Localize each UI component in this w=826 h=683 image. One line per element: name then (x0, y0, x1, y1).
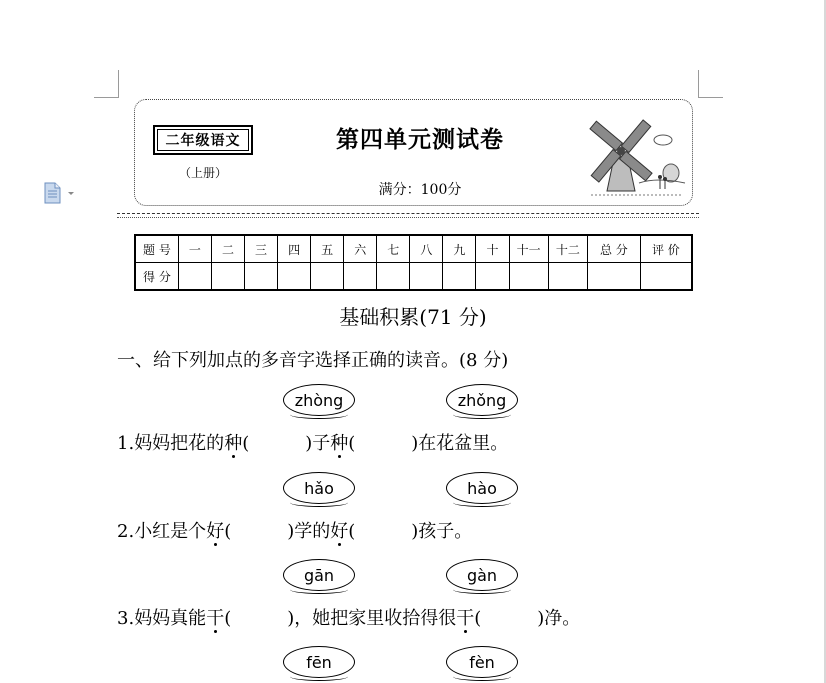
question-1-text: 一、给下列加点的多音字选择正确的读音。 (117, 350, 459, 371)
pinyin-option[interactable]: hǎo (283, 472, 355, 504)
score-cell[interactable] (311, 263, 344, 291)
score-cell[interactable] (344, 263, 377, 291)
exam-title: 第四单元测试卷 (336, 127, 504, 153)
score-table-score-row (135, 263, 692, 291)
pinyin-option[interactable]: gàn (446, 559, 518, 591)
pinyin-option[interactable]: zhǒng (446, 384, 518, 416)
crop-mark-top-left (94, 70, 119, 98)
score-cell[interactable] (476, 263, 509, 291)
sentence-text: )子 (305, 433, 331, 454)
score-cell[interactable] (548, 263, 587, 291)
crop-mark-top-right (698, 70, 723, 98)
score-cell[interactable] (588, 263, 641, 291)
dotted-character: 好 (206, 517, 224, 543)
score-header-cell: 十一 (509, 235, 548, 263)
score-table-header-row (135, 235, 692, 263)
score-header-cell: 三 (245, 235, 278, 263)
score-header-cell: 六 (344, 235, 377, 263)
question-1-score: (8 分) (459, 350, 509, 371)
sentence-text: 妈妈把花的 (134, 433, 225, 454)
volume-label: （上册） (178, 166, 227, 180)
score-cell[interactable] (245, 263, 278, 291)
score-cell[interactable] (443, 263, 476, 291)
sentence-text: )在花盆里。 (411, 433, 509, 454)
grade-badge (153, 125, 253, 155)
score-cell[interactable] (178, 263, 211, 291)
score-header-cell: 十二 (548, 235, 587, 263)
sentence-text: )净。 (537, 608, 581, 629)
grade-label: 二年级语文 (157, 129, 249, 151)
score-table (134, 234, 693, 291)
bracket-open: ( (348, 521, 356, 542)
score-header-cell: 总 分 (588, 235, 641, 263)
pinyin-option[interactable]: zhòng (283, 384, 355, 416)
paste-options-icon[interactable] (42, 181, 76, 205)
score-header-cell: 九 (443, 235, 476, 263)
pinyin-option[interactable]: fèn (446, 646, 518, 678)
dotted-character: 种 (224, 429, 242, 455)
score-header-cell: 四 (278, 235, 311, 263)
question-item-2 (117, 517, 472, 543)
dotted-character: 好 (330, 517, 348, 543)
question-1-title (117, 346, 508, 372)
score-header-cell: 题 号 (135, 235, 178, 263)
score-header-cell: 二 (211, 235, 244, 263)
question-item-1 (117, 429, 508, 455)
item-number: 1. (117, 433, 135, 454)
score-header-cell: 评 价 (640, 235, 692, 263)
score-cell[interactable] (278, 263, 311, 291)
bracket-open: ( (474, 608, 482, 629)
header-separator (117, 213, 699, 218)
score-cell[interactable] (410, 263, 443, 291)
pinyin-option[interactable]: fēn (283, 646, 355, 678)
score-cell[interactable] (377, 263, 410, 291)
score-cell[interactable] (640, 263, 692, 291)
score-header-cell: 七 (377, 235, 410, 263)
full-score-label: 满分：100分 (378, 182, 462, 198)
bracket-open: ( (348, 433, 356, 454)
score-header-cell: 八 (410, 235, 443, 263)
bracket-open: ( (242, 433, 250, 454)
item-number: 2. (117, 521, 135, 542)
sentence-text: 妈妈真能 (134, 608, 207, 629)
bracket-open: ( (224, 608, 232, 629)
pinyin-option[interactable]: hào (446, 472, 518, 504)
dotted-character: 干 (456, 604, 474, 630)
sentence-text: )，她把家里收拾得很 (287, 608, 457, 629)
bracket-open: ( (224, 521, 232, 542)
sentence-text: )学的 (287, 521, 331, 542)
score-cell[interactable] (211, 263, 244, 291)
sentence-text: 小红是个 (134, 521, 207, 542)
sentence-text: )孩子。 (411, 521, 473, 542)
score-row-label: 得 分 (135, 263, 178, 291)
dotted-character: 干 (206, 604, 224, 630)
score-cell[interactable] (509, 263, 548, 291)
item-number: 3. (117, 608, 135, 629)
question-item-3 (117, 604, 580, 630)
pinyin-option[interactable]: gān (283, 559, 355, 591)
windmill-illustration-icon (587, 113, 687, 198)
dotted-character: 种 (330, 429, 348, 455)
score-header-cell: 一 (178, 235, 211, 263)
score-header-cell: 十 (476, 235, 509, 263)
score-header-cell: 五 (311, 235, 344, 263)
section-title: 基础积累(71 分) (339, 305, 487, 329)
